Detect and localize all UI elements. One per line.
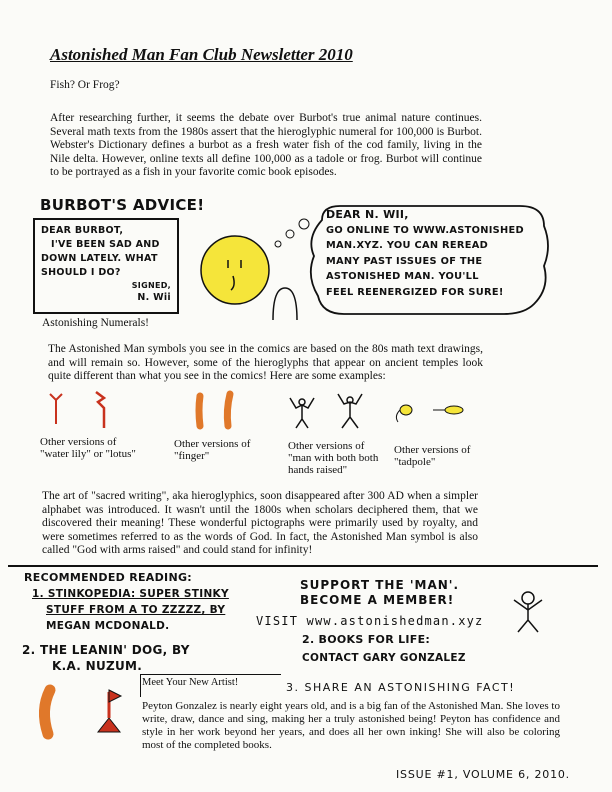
tadpole-glyphs xyxy=(396,405,463,422)
letter-name: N. Wii xyxy=(137,292,171,303)
support-line: SUPPORT THE 'MAN'. xyxy=(300,578,460,592)
reading-item-2-author: K.A. NUZUM. xyxy=(52,659,143,673)
reply-line: MANY PAST ISSUES OF THE xyxy=(326,255,483,267)
reading-item-1-title: 1. STINKOPEDIA: SUPER STINKY xyxy=(32,588,229,600)
issue-footer: ISSUE #1, VOLUME 6, 2010. xyxy=(396,768,570,781)
reading-heading: RECOMMENDED READING: xyxy=(24,571,192,584)
finger-caption: Other versions of "finger" xyxy=(174,438,251,462)
raised-hands-glyphs xyxy=(290,394,362,428)
reading-item-1-title-cont: STUFF FROM A TO ZZZZZ, BY xyxy=(46,604,226,616)
support-line: BECOME A MEMBER! xyxy=(300,593,455,607)
numerals-outro: The art of "sacred writing", aka hieroglyphics, soon disappeared after 300 AD when a simpler alphabet was introduced. It wasn't until the 1800s when scholars deciphered them, that we discovered their meaning! These wonderful pictographs were primarily used by royalty, and were sometimes referred to as the words of God. In fact, the Astonished Man symbol is also called "God with arms raised" and could stand for infinity! xyxy=(42,490,478,556)
letter-line: DOWN LATELY. WHAT xyxy=(41,253,158,264)
reply-line: GO ONLINE TO WWW.ASTONISHED xyxy=(326,224,524,236)
newsletter-title: Astonished Man Fan Club Newsletter 2010 xyxy=(50,45,353,64)
letter-signed: SIGNED, xyxy=(131,281,171,290)
letter-line: SHOULD I DO? xyxy=(41,267,121,278)
advice-heading: BURBOT'S ADVICE! xyxy=(40,196,205,214)
section-divider xyxy=(8,565,598,567)
reply-line: MAN.XYZ. YOU CAN REREAD xyxy=(326,240,489,251)
flag-glyph xyxy=(98,690,121,732)
lotus-caption: Other versions of "water lily" or "lotus" xyxy=(40,436,136,460)
letter-line: DEAR BURBOT, xyxy=(41,225,124,236)
stick-figure-icon xyxy=(508,588,548,634)
reading-item-2 xyxy=(22,642,190,674)
reply-line: DEAR N. WII, xyxy=(326,208,409,221)
reading-item-1-author: MEGAN MCDONALD. xyxy=(46,620,170,632)
support-share: 3. SHARE AN ASTONISHING FACT! xyxy=(286,681,516,694)
artist-drawings xyxy=(36,680,126,740)
letter-line: I'VE BEEN SAD AND xyxy=(51,239,160,250)
reading-item-1 xyxy=(32,586,229,634)
lotus-glyphs xyxy=(50,392,104,428)
visit-url: VISIT www.astonishedman.xyz xyxy=(256,614,484,628)
reading-item-2-title: 2. THE LEANIN' DOG, BY xyxy=(22,643,190,657)
intro-paragraph: After researching further, it seems the debate over Burbot's true animal nature continues. Several math texts from the 1980s assert that the hieroglyphic numeral for 100,000 is Burbot. Webster's Dictionary defines a burbot as a fresh water fish of the cod family, living in the Nile delta. However, online texts all define 100,000 as a tadole or frog. Burbot will continue to be portrayed as a fish in your favorite comic book episodes. xyxy=(50,112,482,178)
tadpole-caption: Other versions of "tadpole" xyxy=(394,444,471,468)
support-contact: CONTACT GARY GONZALEZ xyxy=(302,652,466,664)
finger-glyphs xyxy=(199,394,230,426)
support-books: 2. BOOKS FOR LIFE: xyxy=(302,633,431,646)
letter-box xyxy=(33,218,179,314)
numerals-intro: The Astonished Man symbols you see in the comics are based on the 80s math text drawings, and will remain so. However, some of the hieroglyphs that appear on ancient temples look quite different than what you see in the comics! Here are some examples: xyxy=(48,343,483,382)
artist-heading: Meet Your New Artist! xyxy=(142,677,239,688)
numerals-heading: Astonishing Numerals! xyxy=(42,317,150,329)
reply-text xyxy=(326,207,548,300)
raised-hands-caption: Other versions of "man with both both hands raised" xyxy=(288,440,379,476)
artist-bio: Peyton Gonzalez is nearly eight years old, and is a big fan of the Astonished Man. She loves to write, draw, dance and sing, making her a truly astonished being! Peyton has confidence and style in her work beyond her years, and does all her own inking! She will also be coloring most of the completed books. xyxy=(142,700,560,751)
reply-line: FEEL REENERGIZED FOR SURE! xyxy=(326,286,504,298)
support-block xyxy=(300,578,459,608)
reply-line: ASTONISHED MAN. YOU'LL xyxy=(326,271,479,282)
hieroglyph-examples xyxy=(40,388,480,434)
subtitle: Fish? Or Frog? xyxy=(50,79,120,91)
